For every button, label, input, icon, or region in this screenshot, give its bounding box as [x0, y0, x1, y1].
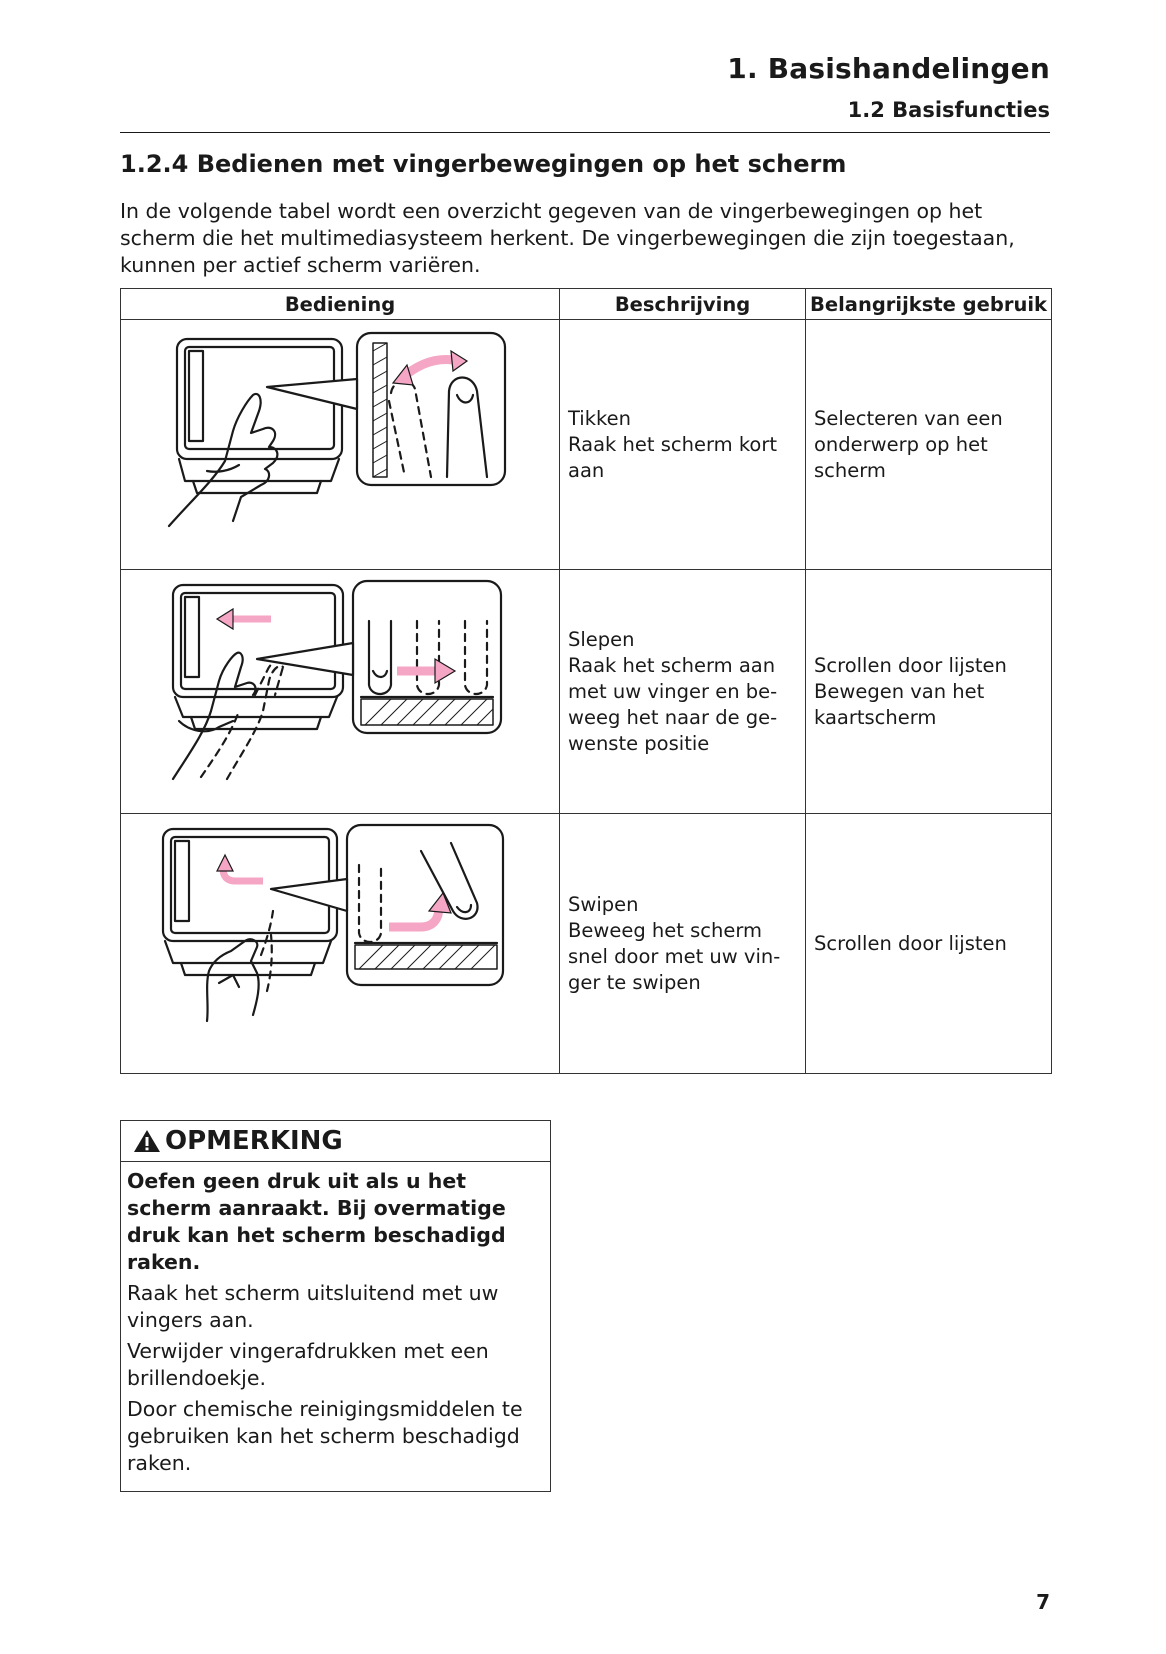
usage-cell	[806, 570, 1052, 814]
description-cell	[560, 814, 806, 1074]
zoom-callout	[353, 581, 501, 733]
tap-gesture-illustration	[121, 321, 558, 568]
usage-line: Scrollen door lijsten	[814, 931, 1007, 955]
description-line: ger te swipen	[568, 970, 701, 994]
usage-line: Scrollen door lijsten	[814, 653, 1007, 677]
header-beschrijving: Beschrijving	[560, 289, 806, 320]
illustration-cell	[121, 570, 560, 814]
notice-body	[121, 1162, 550, 1491]
hand-icon	[207, 939, 259, 1021]
warning-triangle-icon	[133, 1128, 161, 1154]
description-line: Slepen	[568, 627, 635, 651]
usage-line: kaartscherm	[814, 705, 937, 729]
drag-gesture-illustration	[121, 571, 558, 812]
notice-paragraph: Verwijder vingerafdrukken met een brillendoekje.	[127, 1339, 489, 1390]
description-cell	[560, 570, 806, 814]
illustration-cell	[121, 320, 560, 570]
description-line: Raak het scherm kort	[568, 432, 778, 456]
swipe-gesture-illustration	[121, 815, 558, 1072]
header-divider	[120, 132, 1050, 133]
notice-warning-text: Oefen geen druk uit als u het scherm aanraakt. Bij overmatige druk kan het scherm beschadigd raken.	[127, 1169, 506, 1274]
usage-cell	[806, 814, 1052, 1074]
description-line: Swipen	[568, 892, 639, 916]
notice-title: OPMERKING	[165, 1126, 343, 1156]
gesture-table	[120, 288, 1052, 1074]
description-line: Tikken	[568, 406, 631, 430]
notice-box	[120, 1120, 551, 1492]
description-line: wenste positie	[568, 731, 710, 755]
header-gebruik: Belangrijkste gebruik	[806, 289, 1052, 320]
chapter-title: 1. Basishandelingen	[727, 52, 1050, 85]
description-line: Beweeg het scherm	[568, 918, 763, 942]
illustration-cell	[121, 814, 560, 1074]
finger-icon	[447, 378, 487, 478]
usage-line: Selecteren van een	[814, 406, 1003, 430]
usage-line: onderwerp op het	[814, 432, 988, 456]
usage-cell	[806, 320, 1052, 570]
table-row	[121, 570, 1052, 814]
intro-paragraph: In de volgende tabel wordt een overzicht gegeven van de vingerbewegingen op het scherm die het multimediasysteem herkent. De vingerbewegingen die zijn toegestaan, kunnen per actief scherm variëren.	[120, 199, 1015, 277]
description-line: snel door met uw vin-	[568, 944, 781, 968]
description-cell	[560, 320, 806, 570]
usage-line: scherm	[814, 458, 886, 482]
table-row	[121, 320, 1052, 570]
finger-icon	[369, 621, 391, 694]
description-line: weeg het naar de ge-	[568, 705, 778, 729]
description-line: Raak het scherm aan	[568, 653, 776, 677]
description-line: met uw vinger en be-	[568, 679, 778, 703]
zoom-callout	[357, 333, 505, 485]
notice-paragraph: Raak het scherm uitsluitend met uw vingers aan.	[127, 1281, 499, 1332]
subsection-heading: 1.2.4 Bedienen met vingerbewegingen op het scherm	[120, 150, 847, 178]
table-header-row	[121, 289, 1052, 320]
page-number: 7	[1036, 1590, 1050, 1614]
notice-paragraph: Door chemische reinigingsmiddelen te gebruiken kan het scherm beschadigd raken.	[127, 1397, 523, 1475]
table-row	[121, 814, 1052, 1074]
usage-line: Bewegen van het	[814, 679, 985, 703]
section-title: 1.2 Basisfuncties	[847, 98, 1050, 122]
notice-header	[121, 1121, 550, 1162]
description-line: aan	[568, 458, 605, 482]
header-bediening: Bediening	[121, 289, 560, 320]
